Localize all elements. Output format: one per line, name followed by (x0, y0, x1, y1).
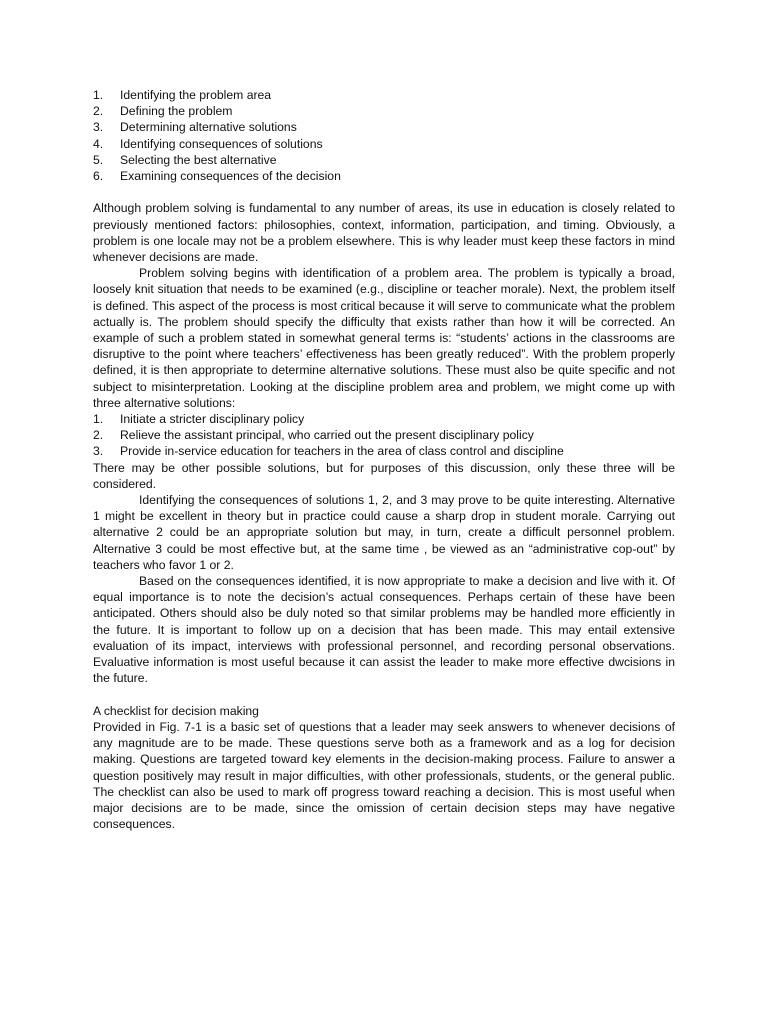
list-item: 3. Provide in-service education for teachers in the area of class control and discipline (93, 444, 564, 459)
solutions-list (93, 411, 675, 460)
blank-line (93, 687, 675, 703)
blank-line (93, 184, 675, 200)
paragraph-other-solutions: There may be other possible solutions, but for purposes of this discussion, only these three will be considered. (93, 460, 675, 491)
list-item: 6. Examining consequences of the decision (93, 169, 341, 184)
list-item: 3. Determining alternative solutions (93, 120, 297, 135)
list-item: 4. Identifying consequences of solutions (93, 136, 323, 151)
section-heading: A checklist for decision making (93, 703, 259, 718)
steps-list (93, 87, 675, 184)
list-item: 1. Identifying the problem area (93, 88, 272, 102)
document-page (93, 87, 675, 832)
paragraph-consequences: Identifying the consequences of solutions 1, 2, and 3 may prove to be quite interesting. Alternative 1 might be excellent in theory but in practice could cause a sharp drop in student morale. Carrying out alternative 2 could be an appropriate solution but may, in turn, create a difficult personnel problem. Alternative 3 could be most effective but, at the same time , be viewed as an “administrative cop-out” by teachers who favor 1 or 2. (93, 493, 675, 572)
paragraph-decision: Based on the consequences identified, it is now appropriate to make a decision and live with it. Of equal importance is to note the decision’s actual consequences. Perhaps certain of these have been anticipated. Others should also be duly noted so that similar problems may be handled more efficiently in the future. It is important to follow up on a decision that has been made. This may entail extensive evaluation of its impact, interviews with professional personnel, and recording personal observations. Evaluative information is most useful because it can assist the leader to make more effective dwcisions in the future. (93, 574, 675, 686)
list-item: 2. Defining the problem (93, 104, 233, 119)
paragraph-checklist: Provided in Fig. 7-1 is a basic set of questions that a leader may seek answers to whenever decisions of any magnitude are to be made. These questions serve both as a framework and as a log for decision making. Questions are targeted toward key elements in the decision-making process. Failure to answer a question positively may result in major difficulties, with other professionals, students, or the general public. The checklist can also be used to mark off progress toward reaching a decision. This is most useful when major decisions are to be made, since the omission of certain decision steps may have negative consequences. (93, 719, 675, 832)
paragraph-intro: Although problem solving is fundamental to any number of areas, its use in education is closely related to previously mentioned factors: philosophies, context, information, participation, and timing. Obviously, a problem is one locale may not be a problem elsewhere. This is why leader must keep these factors in mind whenever decisions are made. (93, 201, 675, 265)
list-item: 1. Initiate a stricter disciplinary policy (93, 412, 305, 427)
list-item: 5. Selecting the best alternative (93, 152, 277, 167)
paragraph-problem-solving: Problem solving begins with identification of a problem area. The problem is typically a broad, loosely knit situation that needs to be examined (e.g., discipline or teacher morale). Next, the problem itself is defined. This aspect of the process is most critical because it will serve to communicate what the problem actually is. The problem should specify the difficulty that exists rather than how it will be corrected. An example of such a problem stated in somewhat general terms is: “students’ actions in the classrooms are disruptive to the point where teachers’ effectiveness has been greatly reduced”. With the problem properly defined, it is then appropriate to determine alternative solutions. These must also be quite specific and not subject to misinterpretation. Looking at the discipline problem area and problem, we might come up with three alternative solutions: (93, 266, 675, 410)
list-item: 2. Relieve the assistant principal, who carried out the present disciplinary policy (93, 428, 534, 443)
